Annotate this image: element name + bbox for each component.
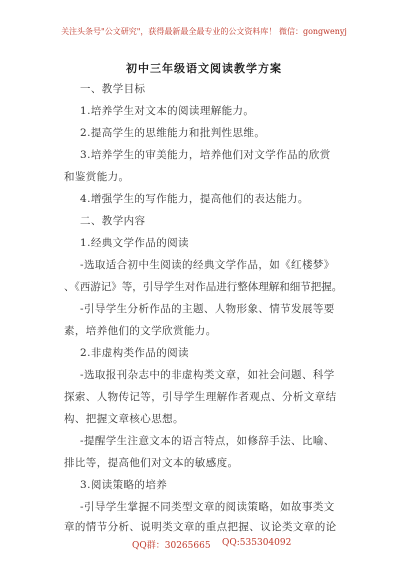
paragraph-line: 构、把握文章核心思想。 xyxy=(64,413,184,425)
section-heading: 二、教学内容 xyxy=(80,215,146,227)
paragraph-line: 2.提高学生的思维能力和批判性思维。 xyxy=(80,127,266,139)
paragraph-line: -引导学生分析作品的主题、人物形象、情节发展等要 xyxy=(80,303,335,315)
paragraph-line: -选取报刊杂志中的非虚构类文章，如社会问题、科学 xyxy=(80,369,335,381)
paragraph-line: 排比等，提高他们对文本的敏感度。 xyxy=(64,457,239,469)
paragraph-line: 3.阅读策略的培养 xyxy=(80,479,168,491)
paragraph-line: 1.培养学生对文本的阅读理解能力。 xyxy=(80,105,255,117)
paragraph-line: 2.非虚构类作品的阅读 xyxy=(80,347,189,359)
paragraph-line: 素，培养他们的文学欣赏能力。 xyxy=(64,325,217,337)
paragraph-line: 章的情节分析、说明类文章的重点把握、议论类文章的论 xyxy=(64,521,337,533)
paragraph-line: 4.增强学生的写作能力，提高他们的表达能力。 xyxy=(80,193,309,205)
footer-qq-number: QQ:535304092 xyxy=(222,538,292,548)
paragraph-line: 探索、人物传记等，引导学生理解作者观点、分析文章结 xyxy=(64,391,337,403)
paragraph-line: -选取适合初中生阅读的经典文学作品，如《红楼梦》 xyxy=(80,259,335,271)
document-title: 初中三年级语文阅读教学方案 xyxy=(126,62,282,75)
paragraph-line: -引导学生掌握不同类型文章的阅读策略，如故事类文 xyxy=(80,501,335,513)
header-note: 关注头条号"公文研究"，获得最新最全最专业的公文资料库！ 微信：gongwenyj xyxy=(61,27,347,36)
footer-qq-group: QQ群：30265665 xyxy=(132,541,211,551)
paragraph-line: -提醒学生注意文本的语言特点，如修辞手法、比喻、 xyxy=(80,435,335,447)
section-heading: 一、教学目标 xyxy=(80,83,146,95)
paragraph-line: 、《西游记》等，引导学生对作品进行整体理解和细节把握。 xyxy=(64,281,343,293)
paragraph-line: 3.培养学生的审美能力，培养他们对文学作品的欣赏 xyxy=(80,149,331,161)
paragraph-line: 1.经典文学作品的阅读 xyxy=(80,237,189,249)
paragraph-line: 和鉴赏能力。 xyxy=(64,171,130,183)
